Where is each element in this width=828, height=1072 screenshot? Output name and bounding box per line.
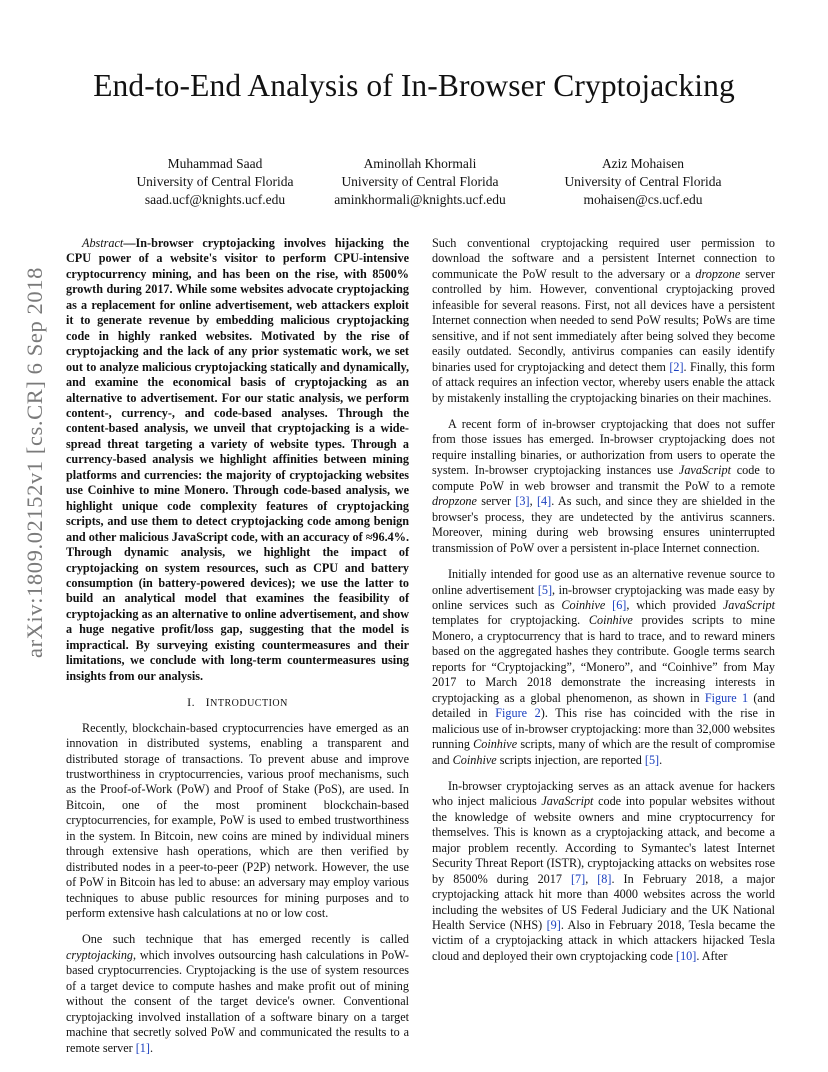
citation-link[interactable]: [3] bbox=[515, 494, 530, 509]
citation-link[interactable]: [8] bbox=[597, 871, 612, 886]
author-email: saad.ucf@knights.ucf.edu bbox=[144, 192, 286, 207]
author-block bbox=[95, 155, 335, 209]
section-title-initial: I bbox=[205, 695, 211, 710]
author-email: aminkhormali@knights.ucf.edu bbox=[334, 192, 506, 207]
abstract-text: In-browser cryptojacking involves hijacking the CPU power of a website's visitor to perform CPU-intensive cryptocurrency mining, and has been on the rise, with 8500% growth during 2017. While some websites advocate cryptojacking as a replacement for online advertisement, web attackers exploit it to generate revenue by embedding malicious cryptojacking code in highly ranked websites. Motivated by the rise of cryptojacking and the lack of any prior systematic work, we set out to analyze malicious cryptojacking statically and dynamically, and examine the economical basis of cryptojacking as an alternative to advertisement. For our static analysis, we perform content-, currency-, and code-based analyses. Through the content-based analysis, we unveil that cryptojacking is a wide-spread threat targeting a variety of website types. Through a currency-based analysis we highlight affinities between mining platforms and currencies: the majority of cryptojacking websites use Coinhive to mine Monero. Through code-based analysis, we highlight unique code complexity features of cryptojacking scripts, and use them to detect cryptojacking code among benign and other malicious JavaScript code, with an accuracy of ≈96.4%. Through dynamic analysis, we highlight the impact of cryptojacking on system resources, such as CPU and battery consumption (in battery-powered devices); we use the latter to build an analytical model that examines the feasibility of cryptojacking as an alternative to online advertisement, and show a huge negative profit/loss gap, suggesting that the model is impractical. By surveying existing countermeasures and their limitations, we conclude with long-term countermeasures using insights from our analysis. bbox=[66, 236, 409, 683]
left-column bbox=[66, 236, 409, 1056]
citation-link[interactable]: [9] bbox=[546, 918, 561, 933]
author-email: mohaisen@cs.ucf.edu bbox=[583, 192, 703, 207]
section-title-rest: NTRODUCTION bbox=[210, 698, 288, 710]
citation-link[interactable]: [7] bbox=[570, 871, 586, 886]
citation-link[interactable]: [10] bbox=[676, 948, 697, 963]
paper-title: End-to-End Analysis of In-Browser Cryptojacking bbox=[93, 68, 735, 103]
citation-link[interactable]: [1] bbox=[135, 1040, 150, 1055]
abstract-dash: — bbox=[123, 236, 136, 250]
paragraph: In-browser cryptojacking serves as an attack avenue for hackers who inject malicious JavaScript code into popular websites without the knowledge of website owners and mine cryptocurrency for themselves. This is known as a cryptojacking attack, and become a major problem recently. According to Symantec's latest Internet Security Threat Report (ISTR), cryptojacking attacks on websites rose by 8500% during 2017 [7], [8]. In February 2018, a major cryptojacking attack hit more than 4000 websites across the world including the websites of US Federal Judiciary and the UK National Health Service (NHS) [9]. Also in February 2018, Tesla became the victim of a cryptojacking attack in which attackers hijacked Tesla cloud and deployed their own cryptojacking code [10]. After bbox=[432, 778, 775, 963]
citation-link[interactable]: [2] bbox=[669, 359, 684, 374]
paragraph: One such technique that has emerged recently is called cryptojacking, which involves outsourcing hash calculations in PoW-based cryptocurrencies. Cryptojacking is the use of system resources of a target device to compute hashes and make profit out of mining without the consent of the target device's owner. Conventional cryptojacking involved installation of a software binary on a target machine that secretly solved PoW and communicated the results to a remote server [1]. bbox=[66, 932, 409, 1055]
citation-link[interactable]: [5] bbox=[537, 582, 553, 597]
paragraph: A recent form of in-browser cryptojacking that does not suffer from those issues has emerged. In-browser cryptojacking does not require installing binaries, or authorization from users to operate the system. In-browser cryptojacking instances use JavaScript code to compute PoW in web browser and transmit the PoW to a remote dropzone server [3], [4]. As such, and since they are shielded in the browser's process, they are undetected by the antivirus scanners. Moreover, mining during web browsing ensures uninterrupted transmission of PoW over a persistent in-place Internet connection. bbox=[432, 416, 776, 555]
section-heading bbox=[66, 695, 409, 711]
author-name: Aziz Mohaisen bbox=[601, 156, 685, 171]
figure-link[interactable]: Figure 2 bbox=[495, 706, 541, 721]
paragraph: Initially intended for good use as an alternative revenue source to online advertisement [5], in-browser cryptojacking was made easy by online services such as Coinhive [6], which provided JavaScript templates for cryptojacking. Coinhive provides scripts to mine Monero, a cryptocurrency that is hard to trace, and to reward miners based on the aggregated hashes they contribute. Google terms search reports for “Cryptojacking”, “Monero”, and “Coinhive” from May 2017 to March 2018 demonstrate the increasing interests in cryptojacking as a global phenomenon, as shown in Figure 1 (and detailed in Figure 2). This rise has coincided with the rise in malicious use of in-browser cryptojacking: more than 32,000 websites running Coinhive scripts, many of which are the result of compromise and Coinhive scripts injection, are reported [5]. bbox=[432, 567, 776, 767]
paragraph: Such conventional cryptojacking required user permission to download the software and a persistent Internet connection to communicate the PoW result to the adversary or a dropzone server controlled by him. However, conventional cryptojacking proved infeasible for several reasons. First, not all devices have a persistent Internet connection when needed to send PoW results; PoWs are time sensitive, and if not sent immediately after being solved they become easily outdated. Secondly, antivirus companies can easily identify binaries used for cryptojacking and detect them [2]. Finally, this form of attack requires an infection vector, whereby users enable the attack by mistakenly installing the cryptojacking binaries on their machines. bbox=[432, 236, 775, 405]
author-affiliation: University of Central Florida bbox=[564, 174, 722, 189]
author-name: Aminollah Khormali bbox=[363, 156, 477, 171]
author-affiliation: University of Central Florida bbox=[341, 174, 499, 189]
author-affiliation: University of Central Florida bbox=[136, 174, 294, 189]
citation-link[interactable]: [5] bbox=[644, 752, 660, 767]
author-block bbox=[523, 155, 763, 209]
paragraph: Recently, blockchain-based cryptocurrencies have emerged as an innovation in distributed systems, enabling a transparent and distributed storage of transactions. To prevent abuse and improve trustworthiness in cryptocurrencies, various proof mechanisms, such as the Proof-of-Work (PoW) and Proof of Stake (PoS), are used. In Bitcoin, one of the most prominent blockchain-based cryptocurrencies, for example, PoW is used to embed trustworthiness in the system. In Bitcoin, new coins are mined by individual miners through extensive hash operations, which are then verified by distributed nodes in a peer-to-peer (P2P) network. However, the use of PoW in Bitcoin has led to abuse: an adversary may employ various techniques to abuse public resources for mining purposes and to perform extensive hash calculations at no or low cost. bbox=[66, 720, 409, 921]
right-column bbox=[432, 236, 775, 964]
author-name: Muhammad Saad bbox=[167, 156, 263, 171]
section-number: I. bbox=[187, 695, 196, 710]
figure-link[interactable]: Figure 1 bbox=[704, 690, 749, 705]
abstract bbox=[66, 236, 409, 684]
abstract-label: Abstract bbox=[82, 236, 124, 250]
author-block bbox=[300, 155, 540, 209]
citation-link[interactable]: [6] bbox=[612, 597, 627, 612]
arxiv-stamp-text: arXiv:1809.02152v1 [cs.CR] 6 Sep 2018 bbox=[22, 267, 47, 658]
citation-link[interactable]: [4] bbox=[536, 494, 552, 509]
